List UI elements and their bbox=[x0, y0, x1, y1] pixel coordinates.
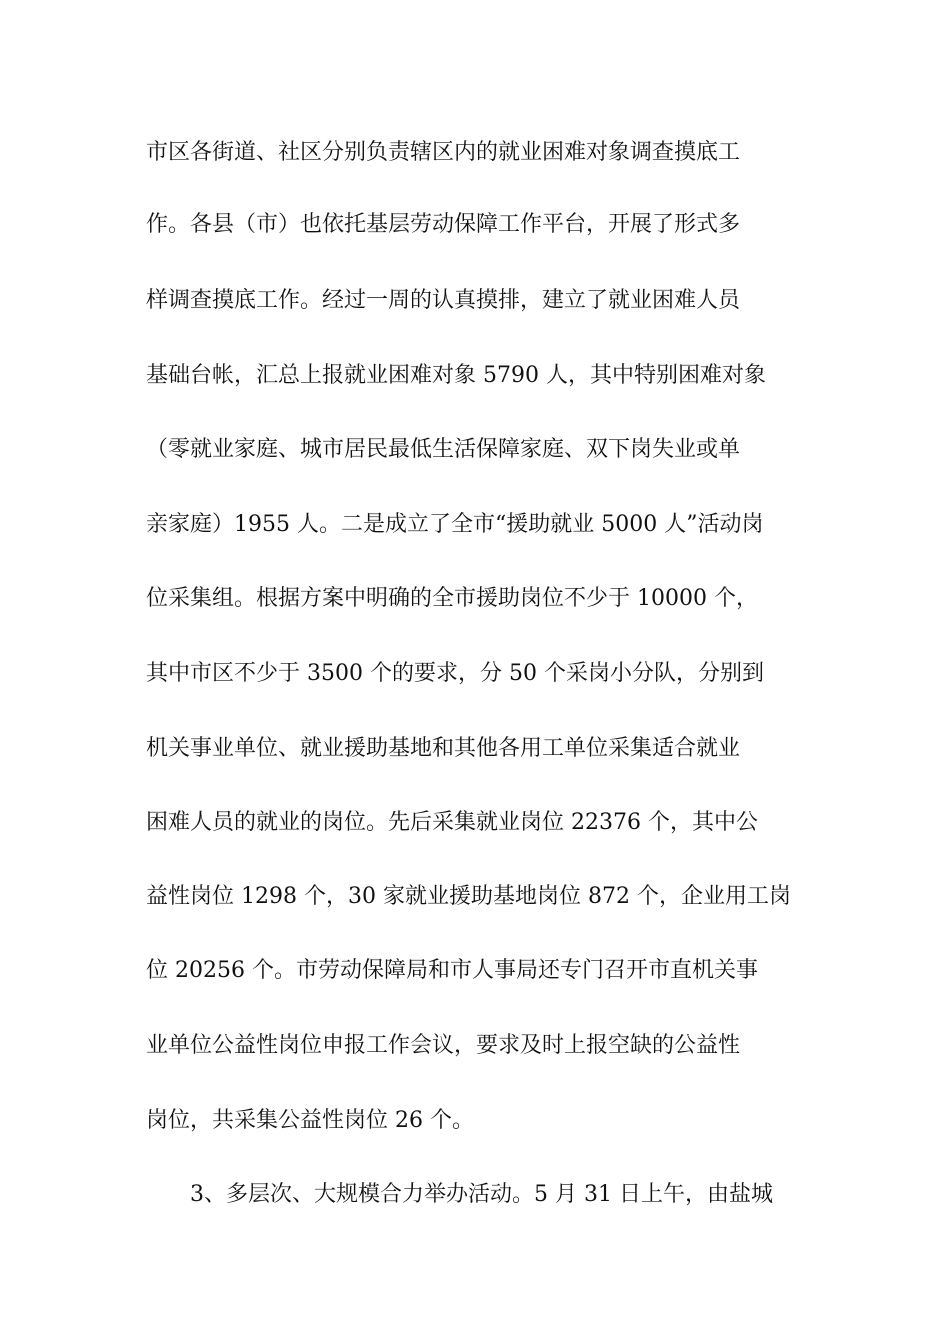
paragraph-line: （零就业家庭、城市居民最低生活保障家庭、双下岗失业或单 bbox=[146, 437, 741, 462]
paragraph-line: 岗位，共采集公益性岗位 26 个。 bbox=[146, 1108, 474, 1133]
paragraph-line: 益性岗位 1298 个，30 家就业援助基地岗位 872 个，企业用工岗 bbox=[146, 884, 791, 909]
paragraph-line: 位 20256 个。市劳动保障局和市人事局还专门召开市直机关事 bbox=[146, 958, 758, 983]
paragraph-line: 业单位公益性岗位申报工作会议，要求及时上报空缺的公益性 bbox=[146, 1033, 741, 1058]
paragraph-line: 基础台帐，汇总上报就业困难对象 5790 人，其中特别困难对象 bbox=[146, 363, 766, 388]
section-heading-line: 3、多层次、大规模合力举办活动。5 月 31 日上午，由盐城 bbox=[190, 1182, 773, 1207]
paragraph-line: 市区各街道、社区分别负责辖区内的就业困难对象调查摸底工 bbox=[146, 140, 741, 165]
paragraph-line: 其中市区不少于 3500 个的要求，分 50 个采岗小分队，分别到 bbox=[146, 661, 764, 686]
paragraph-line: 样调查摸底工作。经过一周的认真摸排，建立了就业困难人员 bbox=[146, 288, 741, 313]
paragraph-line: 位采集组。根据方案中明确的全市援助岗位不少于 10000 个， bbox=[146, 586, 758, 611]
paragraph-line: 机关事业单位、就业援助基地和其他各用工单位采集适合就业 bbox=[146, 736, 741, 761]
paragraph-line: 作。各县（市）也依托基层劳动保障工作平台，开展了形式多 bbox=[146, 212, 741, 237]
paragraph-line: 亲家庭）1955 人。二是成立了全市“援助就业 5000 人”活动岗 bbox=[146, 512, 764, 537]
paragraph-line: 困难人员的就业的岗位。先后采集就业岗位 22376 个，其中公 bbox=[146, 810, 758, 835]
